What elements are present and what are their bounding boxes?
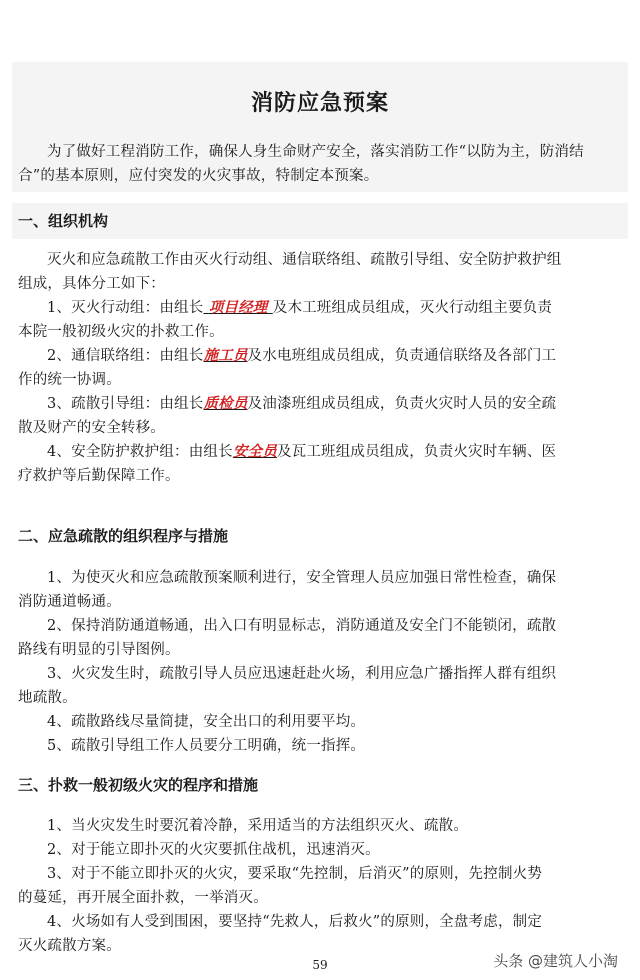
s1-item-4-text-a: 4、安全防护救护组：由组长 (47, 444, 233, 460)
s1-item-1-text-a: 1、灭火行动组：由组长 (47, 300, 204, 316)
s1-item-1-text-b: 及木工班组成员组成，灭火行动组主要负责 (272, 300, 553, 316)
s1-intro-line-2: 组成，具体分工如下： (18, 276, 165, 292)
s2-item-1: 1、为使灭火和应急疏散预案顺利进行，安全管理人员应加强日常性检查，确保 (47, 570, 557, 586)
s2-item-2: 2、保持消防通道畅通，出入口有明显标志，消防通道及安全门不能锁闭，疏散 (47, 618, 557, 634)
s3-item-3-cont: 的蔓延，再开展全面扑救，一举消灭。 (18, 890, 268, 906)
section-2-heading: 二、应急疏散的组织程序与措施 (18, 527, 229, 545)
s2-item-1-cont: 消防通道畅通。 (18, 594, 121, 610)
s1-item-3-cont: 散及财产的安全转移。 (18, 420, 165, 436)
section-3-heading: 三、扑救一般初级火灾的程序和措施 (18, 776, 259, 794)
s3-item-3: 3、对于不能立即扑灭的火灾，要采取“先控制，后消灭”的原则，先控制火势 (47, 866, 543, 882)
role-project-manager-label: 项目经理 (208, 299, 268, 316)
s1-item-2-text-b: 及水电班组成员组成，负责通信联络及各部门工 (247, 348, 557, 364)
s1-item-2 (18, 344, 622, 368)
role-safety-officer: 安全员 (232, 443, 277, 460)
s1-item-4 (18, 440, 622, 464)
s1-item-3-text-b: 及油漆班组成员组成，负责火灾时人员的安全疏 (247, 396, 557, 412)
s1-item-2-cont: 作的统一协调。 (18, 372, 121, 388)
s1-item-3-text-a: 3、疏散引导组：由组长 (47, 396, 204, 412)
page-title: 消防应急预案 (250, 91, 389, 116)
s1-item-2-text-a: 2、通信联络组：由组长 (47, 348, 204, 364)
s2-item-4: 4、疏散路线尽量简捷，安全出口的利用要平均。 (47, 714, 366, 730)
page-number: 59 (312, 958, 328, 972)
s1-item-4-cont: 疗救护等后勤保障工作。 (18, 468, 180, 484)
role-project-manager (203, 299, 272, 316)
s3-item-2: 2、对于能立即扑灭的火灾要抓住战机，迅速消灭。 (47, 842, 380, 858)
s2-item-3-cont: 地疏散。 (18, 690, 77, 706)
intro-line-1: 为了做好工程消防工作，确保人身生命财产安全，落实消防工作“以防为主，防消结 (47, 144, 584, 160)
s2-item-3: 3、火灾发生时，疏散引导人员应迅速赶赴火场，利用应急广播指挥人群有组织 (47, 666, 557, 682)
s2-item-5: 5、疏散引导组工作人员要分工明确，统一指挥。 (47, 738, 366, 754)
section-2-body (18, 566, 622, 758)
s3-item-1: 1、当火灾发生时要沉着冷静，采用适当的方法组织灭火、疏散。 (47, 818, 469, 834)
section-1-heading: 一、组织机构 (18, 212, 109, 230)
s2-item-2-cont: 路线有明显的引导图例。 (18, 642, 180, 658)
intro-line-2: 合”的基本原则，应付突发的火灾事故，特制定本预案。 (18, 168, 379, 184)
s1-item-3 (18, 392, 622, 416)
s1-item-4-text-b: 及瓦工班组成员组成，负责火灾时车辆、医 (276, 444, 557, 460)
watermark-text: 头条 @建筑人小淘 (493, 952, 618, 970)
section-1-body (18, 248, 622, 488)
role-quality-inspector: 质检员 (203, 395, 248, 412)
section-3-body (18, 814, 622, 958)
s1-item-1 (18, 296, 622, 320)
s3-item-4: 4、火场如有人受到围困，要坚持“先救人，后救火”的原则，全盘考虑，制定 (47, 914, 543, 930)
role-construction-worker: 施工员 (203, 347, 248, 364)
s3-item-4-cont: 灭火疏散方案。 (18, 938, 121, 954)
s1-item-1-cont: 本院一般初级火灾的扑救工作。 (18, 324, 224, 340)
intro-paragraph (18, 140, 622, 188)
s1-intro-line-1: 灭火和应急疏散工作由灭火行动组、通信联络组、疏散引导组、安全防护救护组 (47, 252, 562, 268)
